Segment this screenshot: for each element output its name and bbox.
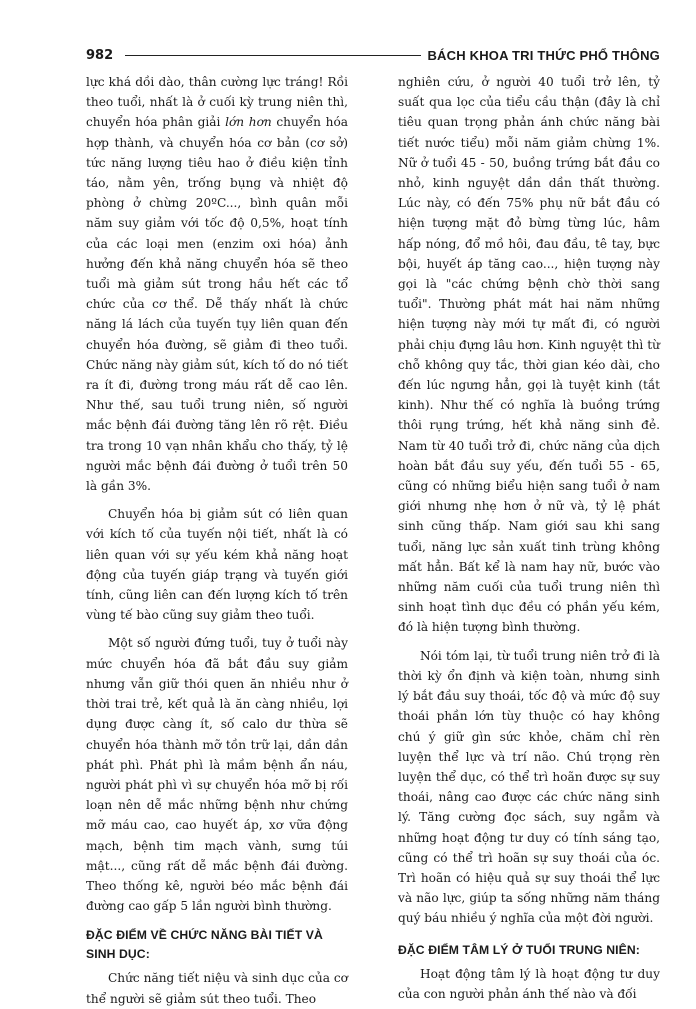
text-run: chuyển hóa hợp thành, và chuyển hóa cơ bản (cơ sở) tức năng lượng tiêu hao ở điều kiện tỉnh táo, nằm yên, trống bụng và nhiệt độ phòng ở chừng 20ºC..., bình quân mỗi năm suy giảm với tốc độ 0,5%, hoạt tính của các loại men (enzim oxi hóa) ảnh hưởng đến khả năng chuyển hóa sẽ theo tuổi mà giảm sút trong hầu hết các tổ chức của cơ thể. Dễ thấy nhất là chức năng lá lách của tuyến tụy liên quan đến chuyển hóa đường, sẽ giảm đi theo tuổi. Chức năng này giảm sút, kích tố do nó tiết ra ít đi, đường trong máu rất dễ cao lên. Như thế, sau tuổi trung niên, số người mắc bệnh đái đường tăng lên rõ rệt. Điều tra trong 10 vạn nhân khẩu cho thấy, tỷ lệ người mắc bệnh đái đường ở tuổi trên 50 là gần 3%.: [86, 115, 348, 494]
running-title: BÁCH KHOA TRI THỨC PHỔ THÔNG: [427, 47, 660, 63]
left-column: [86, 72, 348, 1009]
italic-phrase: lớn hơn: [225, 115, 272, 130]
section-heading-excretory: ĐẶC ĐIỂM VỀ CHỨC NĂNG BÀI TIẾT VÀ SINH DỤC:: [86, 928, 323, 962]
paragraph-obesity: Một số người đứng tuổi, tuy ở tuổi này mức chuyển hóa đã bắt đầu suy giảm nhưng vẫn giữ thói quen ăn nhiều như ở thời trai trẻ, kết quả là ăn càng nhiều, lợi dụng được càng ít, số calo dư thừa sẽ chuyển hóa thành mỡ tồn trữ lại, dần dần phát phì. Phát phì là mầm bệnh ẩn náu, người phát phì vì sự chuyển hóa mỡ bị rối loạn nên dễ mắc những bệnh như chứng mỡ máu cao, cao huyết áp, xơ vữa động mạch, bệnh tim mạch vành, sưng túi mật..., cũng rất dễ mắc bệnh đái đường. Theo thống kê, người béo mắc bệnh đái đường cao gấp 5 lần người bình thường.: [86, 636, 348, 914]
header-rule: [125, 55, 421, 56]
paragraph-summary: Nói tóm lại, từ tuổi trung niên trở đi là thời kỳ ổn định và kiện toàn, nhưng sinh lý bắt đầu suy thoái, tốc độ và mức độ suy thoái phần lớn tùy thuộc có hay không chú ý giữ gìn sức khỏe, chăm chỉ rèn luyện thể lực và trí não. Chú trọng rèn luyện thể dục, có thể trì hoãn được sự suy thoái, nâng cao được các chức năng sinh lý. Tăng cường đọc sách, suy ngẫm và những hoạt động tư duy có tính sáng tạo, cũng có thể trì hoãn sự suy thoái của óc. Trì hoãn có hiệu quả sự suy thoái thể lực và não lực, giúp ta sống những năm tháng quý báu nhiều ý nghĩa của một đời người.: [398, 648, 660, 926]
paragraph-urinary: Chức năng tiết niệu và sinh dục của cơ thể người sẽ giảm sút theo tuổi. Theo: [86, 971, 348, 1006]
paragraph-endocrine: Chuyển hóa bị giảm sút có liên quan với kích tố của tuyến nội tiết, nhất là có liên quan với sự yếu kém khả năng hoạt động của tuyến giáp trạng và tuyến giới tính, cũng liên can đến lượng kích tố trên vùng tế bào cũng suy giảm theo tuổi.: [86, 507, 348, 623]
right-column: [398, 72, 660, 1004]
page-number: 982: [86, 47, 114, 63]
text-run: lực khá dồi dào, thân cường lực tráng! Rồi theo tuổi, nhất là ở cuối kỳ trung niên thì, chuyển hóa phân giải: [86, 75, 348, 130]
section-heading-psychology: ĐẶC ĐIỂM TÂM LÝ Ở TUỔI TRUNG NIÊN:: [398, 942, 640, 957]
page-header: [86, 44, 660, 66]
paragraph-reproductive: nghiên cứu, ở người 40 tuổi trở lên, tỷ suất qua lọc của tiểu cầu thận (đây là chỉ tiêu quan trọng phản ánh chức năng bài tiết nước tiểu) mỗi năm giảm chừng 1%. Nữ ở tuổi 45 - 50, buồng trứng bắt đầu co nhỏ, kinh nguyệt dần dần thất thường. Lúc này, có đến 75% phụ nữ bắt đầu có hiện tượng mặt đỏ bừng từng lúc, hâm hấp nóng, đổ mồ hôi, đau đầu, tê tay, bực bội, huyết áp tăng cao..., hiện tượng này gọi là "các chứng bệnh chờ thời sang tuổi". Thường phát mát hai năm những hiện tượng này mới tự mất đi, có người phải chịu đựng lâu hơn. Kinh nguyệt thì từ chỗ không quy tắc, thời gian kéo dài, cho đến lúc ngưng hẳn, gọi là tuyệt kinh (tắt kinh). Như thế có nghĩa là buồng trứng thôi rụng trứng, hết khả năng sinh đẻ. Nam từ 40 tuổi trở đi, chức năng của dịch hoàn bắt đầu suy yếu, đến tuổi 55 - 65, cũng có những biểu hiện sang tuổi ở nam giới nhưng nhẹ hơn ở nữ và, tỷ lệ phát sinh cũng thấp. Nam giới sau khi sang tuổi, năng lực sản xuất tinh trùng không mất hẳn. Bất kể là nam hay nữ, bước vào những năm cuối của tuổi trung niên thì sinh hoạt tình dục đều có phần yếu kém, đó là hiện tượng bình thường.: [398, 75, 660, 635]
paragraph-metabolism: [86, 72, 348, 496]
paragraph-psychology: Hoạt động tâm lý là hoạt động tư duy của con người phản ánh thế nào và đối: [398, 966, 660, 1001]
